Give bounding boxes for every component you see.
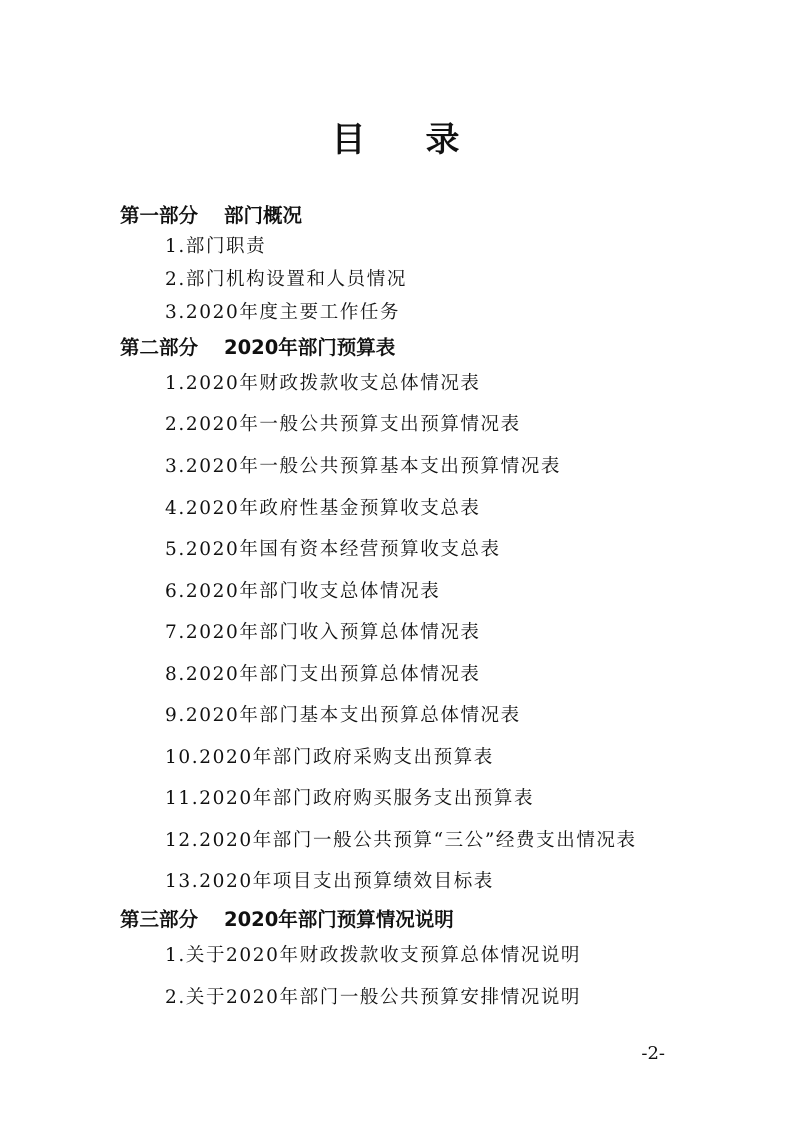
- page-title: [0, 112, 793, 161]
- toc-item[interactable]: 1.2020年财政拨款收支总体情况表: [165, 373, 481, 394]
- toc-item[interactable]: 2.部门机构设置和人员情况: [165, 269, 407, 290]
- toc-item[interactable]: 5.2020年国有资本经营预算收支总表: [165, 539, 501, 560]
- toc-item[interactable]: 1.关于2020年财政拨款收支预算总体情况说明: [165, 945, 582, 966]
- toc-item[interactable]: 10.2020年部门政府采购支出预算表: [165, 747, 494, 768]
- toc-part-2[interactable]: [120, 332, 395, 360]
- toc-item[interactable]: 3.2020年一般公共预算基本支出预算情况表: [165, 456, 561, 477]
- page-number: -2-: [641, 1043, 665, 1064]
- part-label: 第三部分: [120, 908, 199, 931]
- title-char-2: 录: [425, 120, 462, 160]
- toc-item[interactable]: 4.2020年政府性基金预算收支总表: [165, 498, 481, 519]
- title-char-1: 目: [331, 120, 368, 160]
- toc-item[interactable]: 12.2020年部门一般公共预算“三公”经费支出情况表: [165, 830, 637, 851]
- toc-item[interactable]: 13.2020年项目支出预算绩效目标表: [165, 871, 494, 892]
- toc-item[interactable]: 6.2020年部门收支总体情况表: [165, 581, 441, 602]
- toc-part-3[interactable]: [120, 904, 454, 932]
- toc-item[interactable]: 7.2020年部门收入预算总体情况表: [165, 622, 481, 643]
- part-name: 2020年部门预算情况说明: [224, 908, 454, 931]
- toc-item[interactable]: 2.关于2020年部门一般公共预算安排情况说明: [165, 987, 582, 1008]
- toc-item[interactable]: 3.2020年度主要工作任务: [165, 302, 401, 323]
- toc-item[interactable]: 2.2020年一般公共预算支出预算情况表: [165, 414, 521, 435]
- part-name: 2020年部门预算表: [224, 336, 396, 359]
- toc-item[interactable]: 11.2020年部门政府购买服务支出预算表: [165, 788, 535, 809]
- toc-item[interactable]: 1.部门职责: [165, 236, 267, 257]
- toc-item[interactable]: 9.2020年部门基本支出预算总体情况表: [165, 705, 521, 726]
- part-label: 第一部分: [120, 204, 199, 227]
- toc-item[interactable]: 8.2020年部门支出预算总体情况表: [165, 664, 481, 685]
- part-label: 第二部分: [120, 336, 199, 359]
- part-name: 部门概况: [224, 204, 303, 227]
- toc-part-1[interactable]: [120, 200, 302, 228]
